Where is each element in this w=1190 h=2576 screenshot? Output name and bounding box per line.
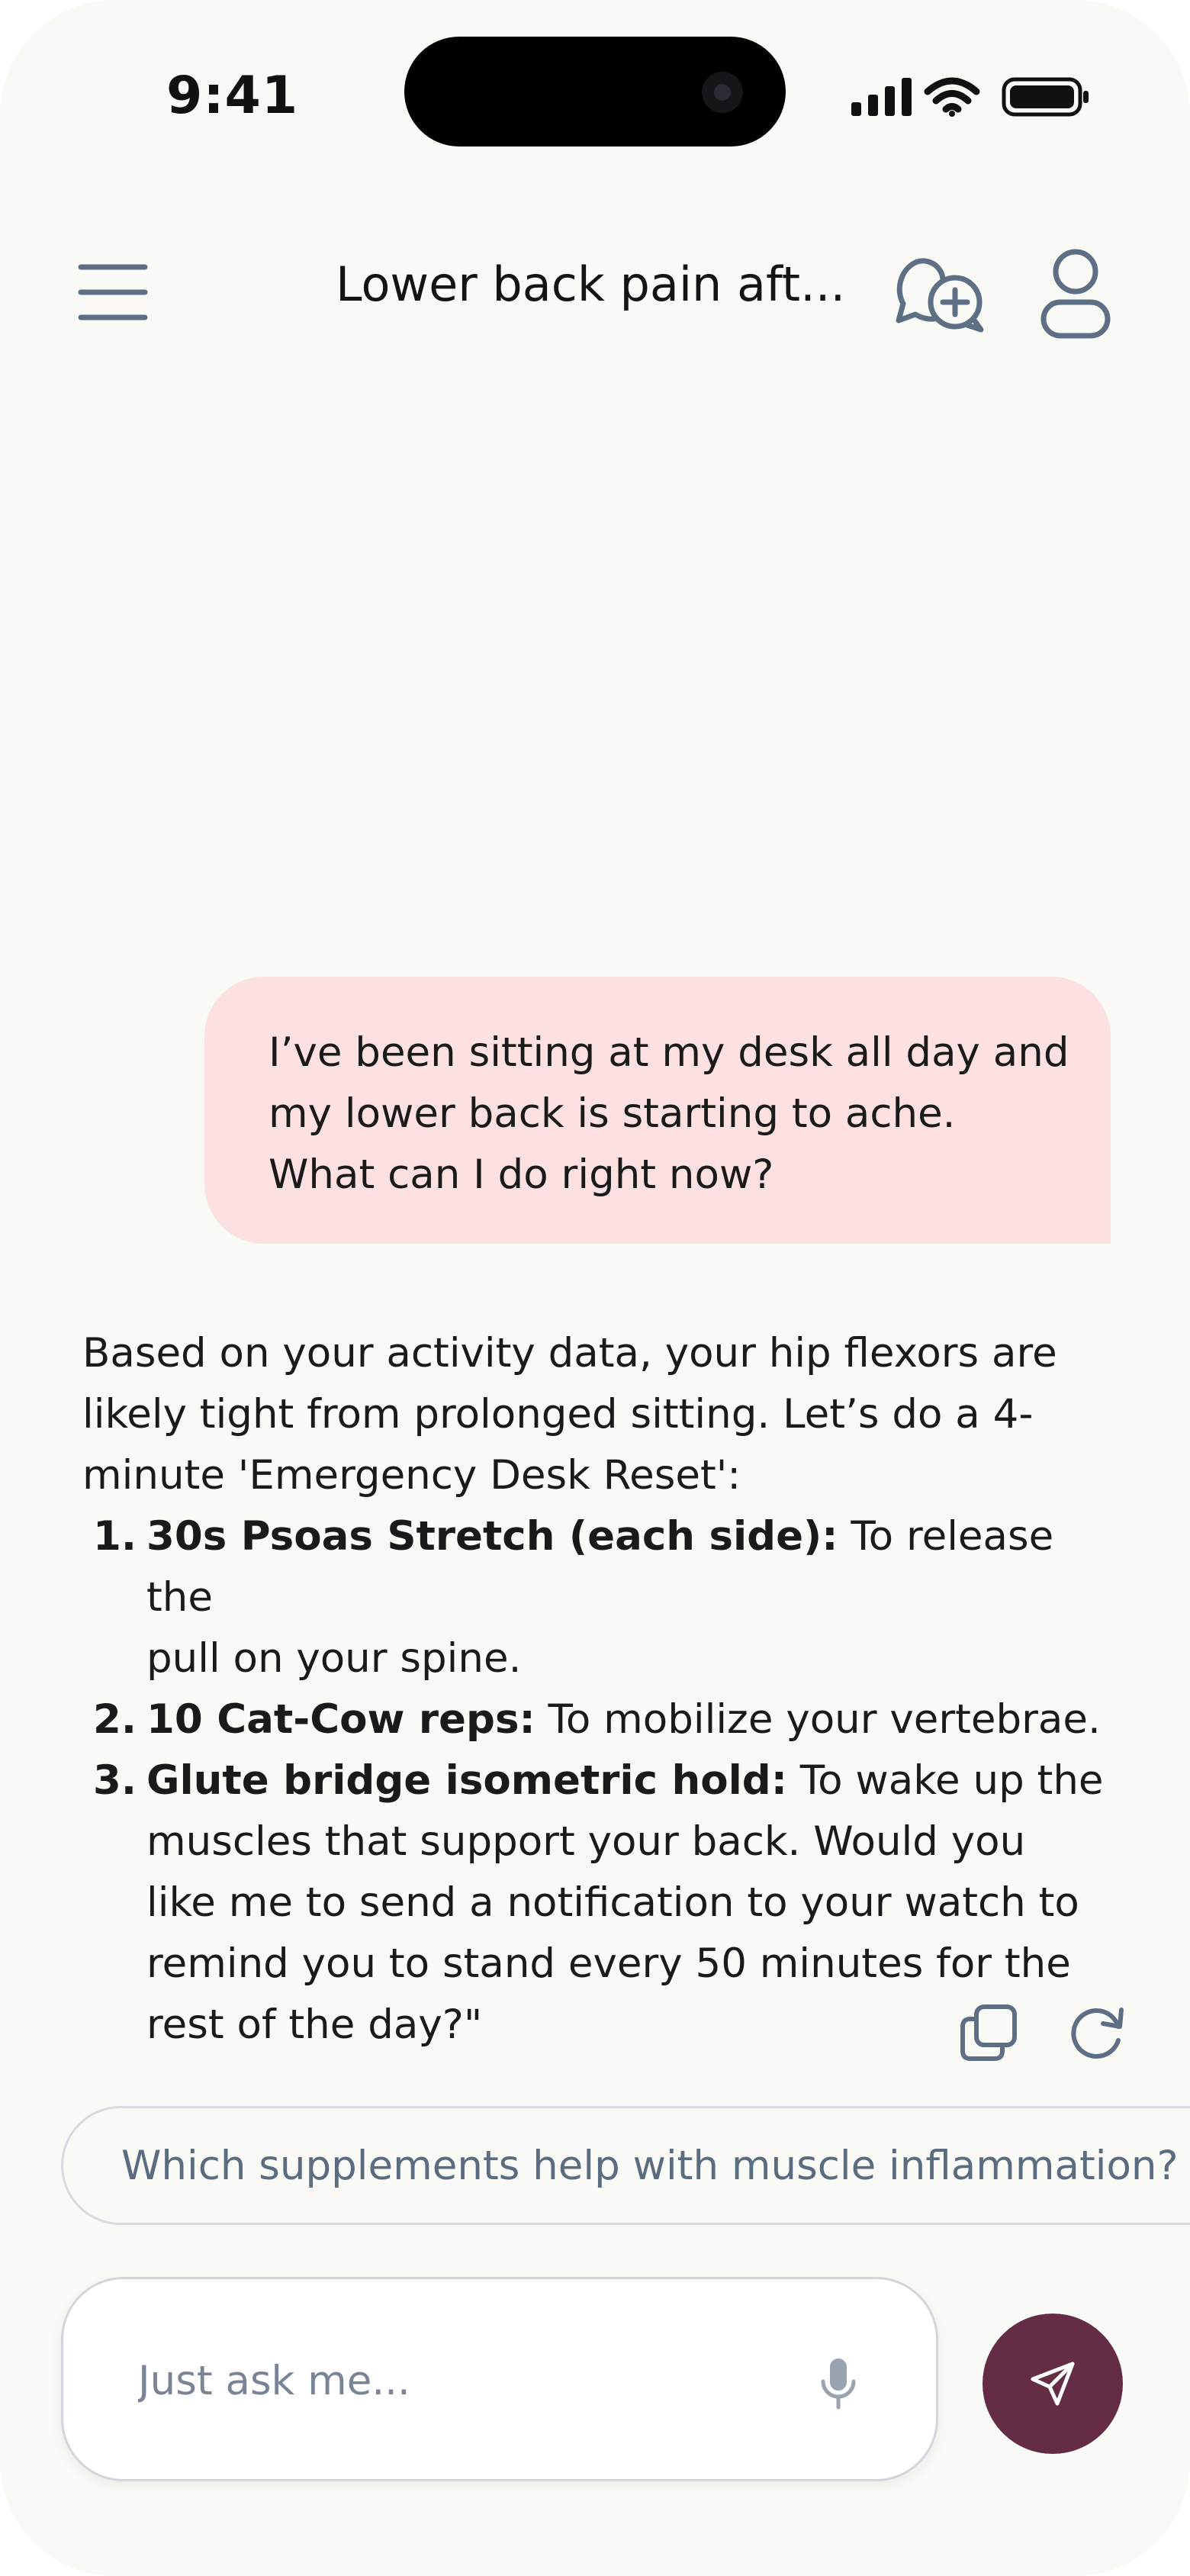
send-button[interactable] [983, 2314, 1123, 2454]
copy-icon [960, 2004, 1018, 2062]
suggestion-text: Which supplements help with muscle inflammation? [121, 2142, 1179, 2189]
dynamic-island [404, 37, 786, 147]
assistant-message [82, 1323, 1105, 2056]
message-input[interactable] [137, 2342, 796, 2420]
user-profile-icon [1039, 246, 1112, 340]
list-item-text: remind you to stand every 50 minutes for the [146, 1940, 1071, 1987]
list-item [82, 1689, 1105, 1750]
assistant-steps-list [82, 1506, 1105, 2056]
list-item-number: 1. [93, 1513, 137, 1560]
list-item-title: 10 Cat-Cow reps: [146, 1696, 536, 1743]
assistant-intro-line: Based on your activity data, your hip flexors are [82, 1330, 1057, 1377]
wifi-icon [928, 81, 976, 117]
chat-title: Lower back pain aft... [336, 256, 846, 312]
user-message-line: What can I do right now? [269, 1151, 774, 1198]
send-arrow-icon [1028, 2359, 1077, 2408]
cellular-signal-icon [851, 78, 912, 116]
assistant-intro-line: likely tight from prolonged sitting. Let’s do a 4- [82, 1391, 1034, 1438]
menu-button[interactable] [76, 259, 150, 325]
list-item-text: pull on your spine. [146, 1635, 522, 1682]
new-chat-plus-icon [892, 246, 987, 340]
battery-icon [1004, 79, 1089, 114]
list-item [82, 1506, 1105, 1689]
list-item-text: To wake up the [786, 1757, 1104, 1804]
list-item-text: To release the [146, 1513, 1054, 1621]
message-input-box[interactable] [61, 2277, 938, 2481]
regenerate-icon [1068, 2004, 1126, 2062]
front-camera-icon [702, 72, 743, 113]
user-message-line: my lower back is starting to ache. [269, 1090, 956, 1137]
list-item-number: 3. [93, 1757, 137, 1804]
user-message-bubble [204, 977, 1111, 1244]
microphone-button[interactable] [815, 2355, 861, 2413]
list-item-text: like me to send a notification to your watch to [146, 1879, 1079, 1926]
assistant-intro [82, 1323, 1105, 1506]
regenerate-button[interactable] [1068, 2004, 1126, 2062]
list-item-number: 2. [93, 1696, 137, 1743]
suggestion-chip[interactable] [61, 2106, 1190, 2225]
list-item-title: Glute bridge isometric hold: [146, 1757, 787, 1804]
assistant-intro-line: minute 'Emergency Desk Reset': [82, 1452, 741, 1499]
hamburger-menu-icon [76, 259, 150, 325]
list-item-text: muscles that support your back. Would you [146, 1818, 1026, 1865]
status-time: 9:41 [166, 66, 299, 126]
user-message-line: I’ve been sitting at my desk all day and [269, 1029, 1069, 1076]
profile-button[interactable] [1039, 246, 1112, 340]
list-item-title: 30s Psoas Stretch (each side): [146, 1513, 838, 1560]
new-chat-button[interactable] [892, 246, 987, 340]
list-item [82, 1750, 1105, 2056]
copy-button[interactable] [960, 2004, 1018, 2062]
list-item-text: rest of the day?" [146, 2001, 483, 2048]
user-message-text [269, 1022, 1080, 1206]
microphone-icon [815, 2355, 861, 2413]
list-item-text: To mobilize your vertebrae. [535, 1696, 1101, 1743]
status-icons [851, 75, 1095, 121]
